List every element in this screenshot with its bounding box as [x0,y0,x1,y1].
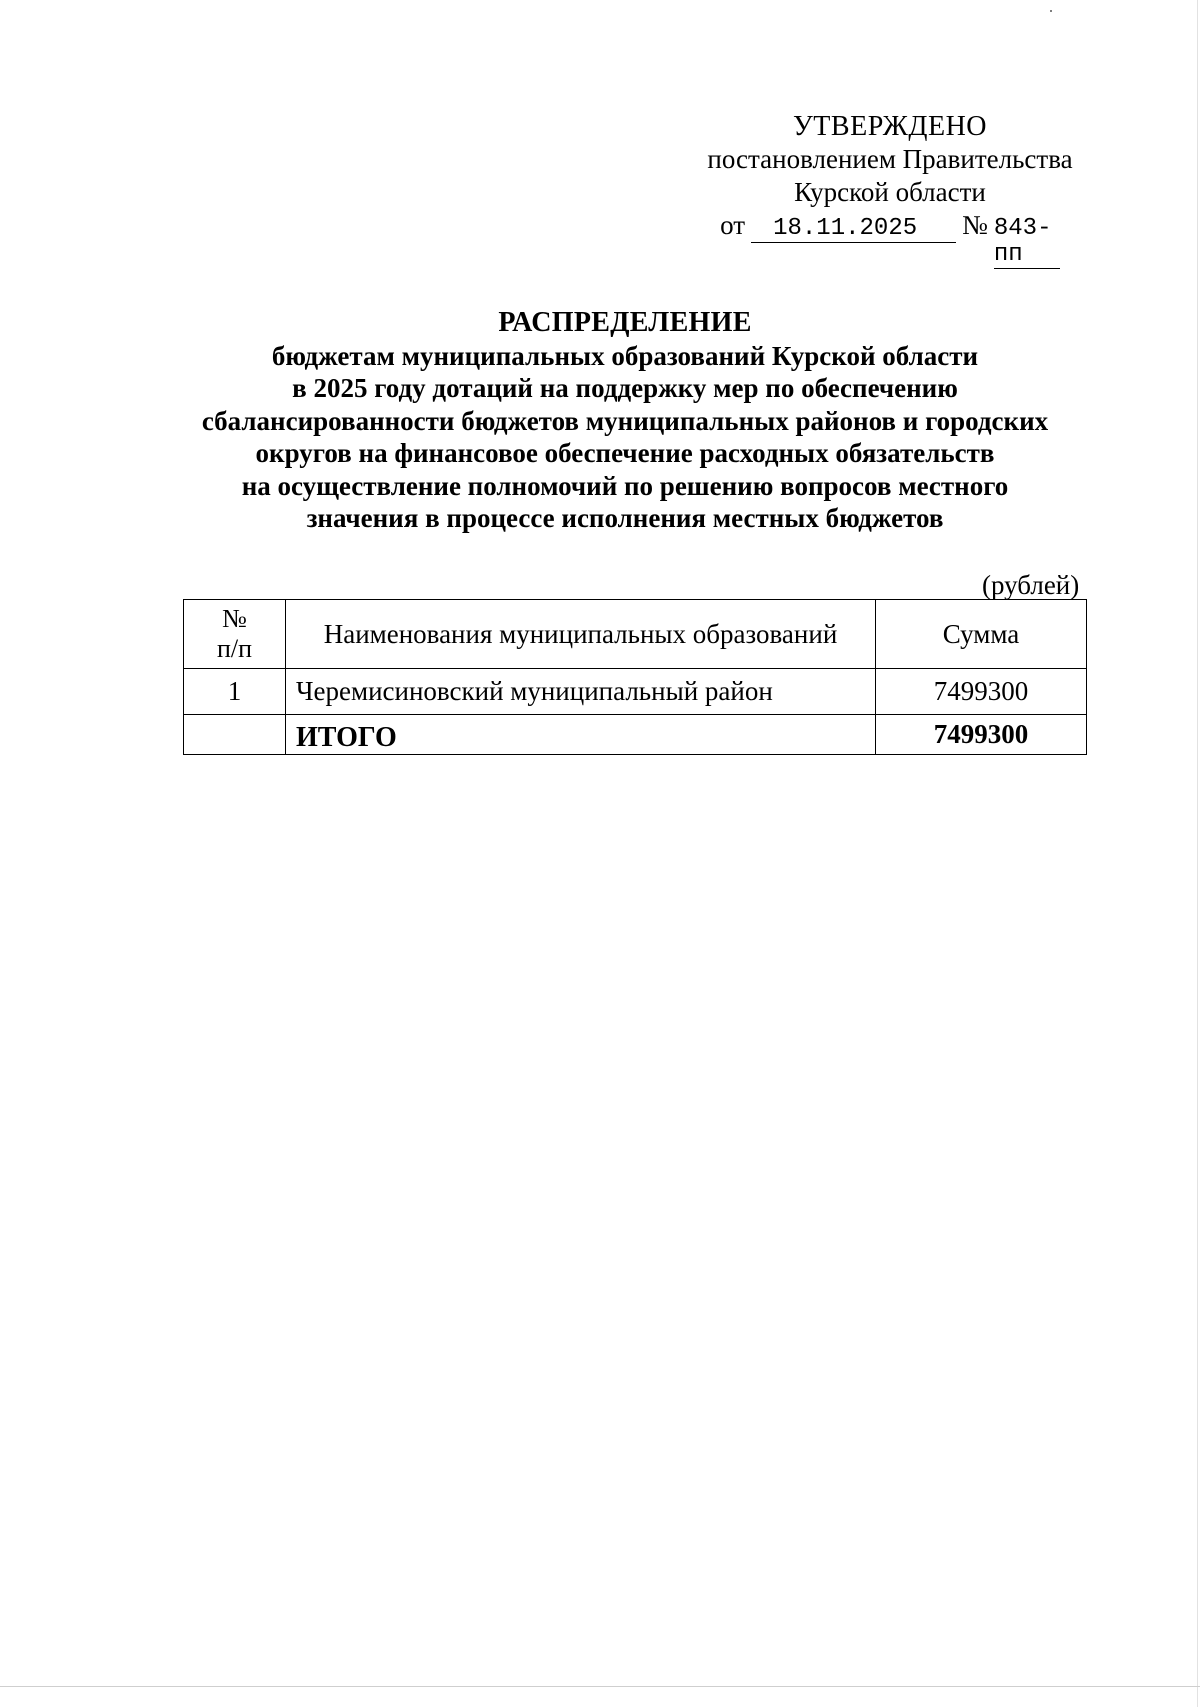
title-line: бюджетам муниципальных образований Курской области [271,340,979,371]
scan-speck [1050,10,1052,12]
header-sum: Сумма [876,600,1087,669]
units-label: (рублей) [982,570,1080,600]
row-name: Черемисиновский муниципальный район [286,669,876,715]
header-number [184,600,286,669]
title-line: на осуществление полномочий по решению вопросов местного [241,470,1009,501]
table-header-row [184,600,1087,669]
title-line: в 2025 году дотаций на поддержку мер по обеспечению [292,373,958,403]
header-number-symbol: № [222,604,247,633]
header-name: Наименования муниципальных образований [286,600,876,669]
table-row [184,669,1087,715]
page-bottom-edge [0,1686,1200,1687]
document-title [150,307,1100,535]
approval-stamp [680,110,1100,269]
page-right-edge [1197,0,1198,1707]
distribution-table [183,599,1087,755]
title-heading: РАСПРЕДЕЛЕНИЕ [498,307,752,338]
total-sum: 7499300 [876,715,1087,755]
table-total-row [184,715,1087,755]
title-line: округов на финансовое обеспечение расходных обязательств [255,438,995,468]
number-prefix: № [962,210,988,240]
row-sum: 7499300 [876,669,1087,715]
approval-date: 18.11.2025 [751,216,956,243]
header-number-abbrev: п/п [216,634,253,663]
row-number: 1 [184,669,286,715]
title-line: значения в процессе исполнения местных бюджетов [306,503,944,533]
approval-date-row [680,209,1100,269]
approval-number: 843-пп [994,216,1060,269]
total-number-cell [184,715,286,755]
approval-region-line: Курской области [794,177,986,207]
date-prefix: от [720,210,746,240]
approval-by-line: постановлением Правительства [707,144,1073,174]
total-label: ИТОГО [286,715,876,755]
approval-status: УТВЕРЖДЕНО [792,111,988,142]
title-line: сбалансированности бюджетов муниципальных районов и городских [201,405,1049,436]
